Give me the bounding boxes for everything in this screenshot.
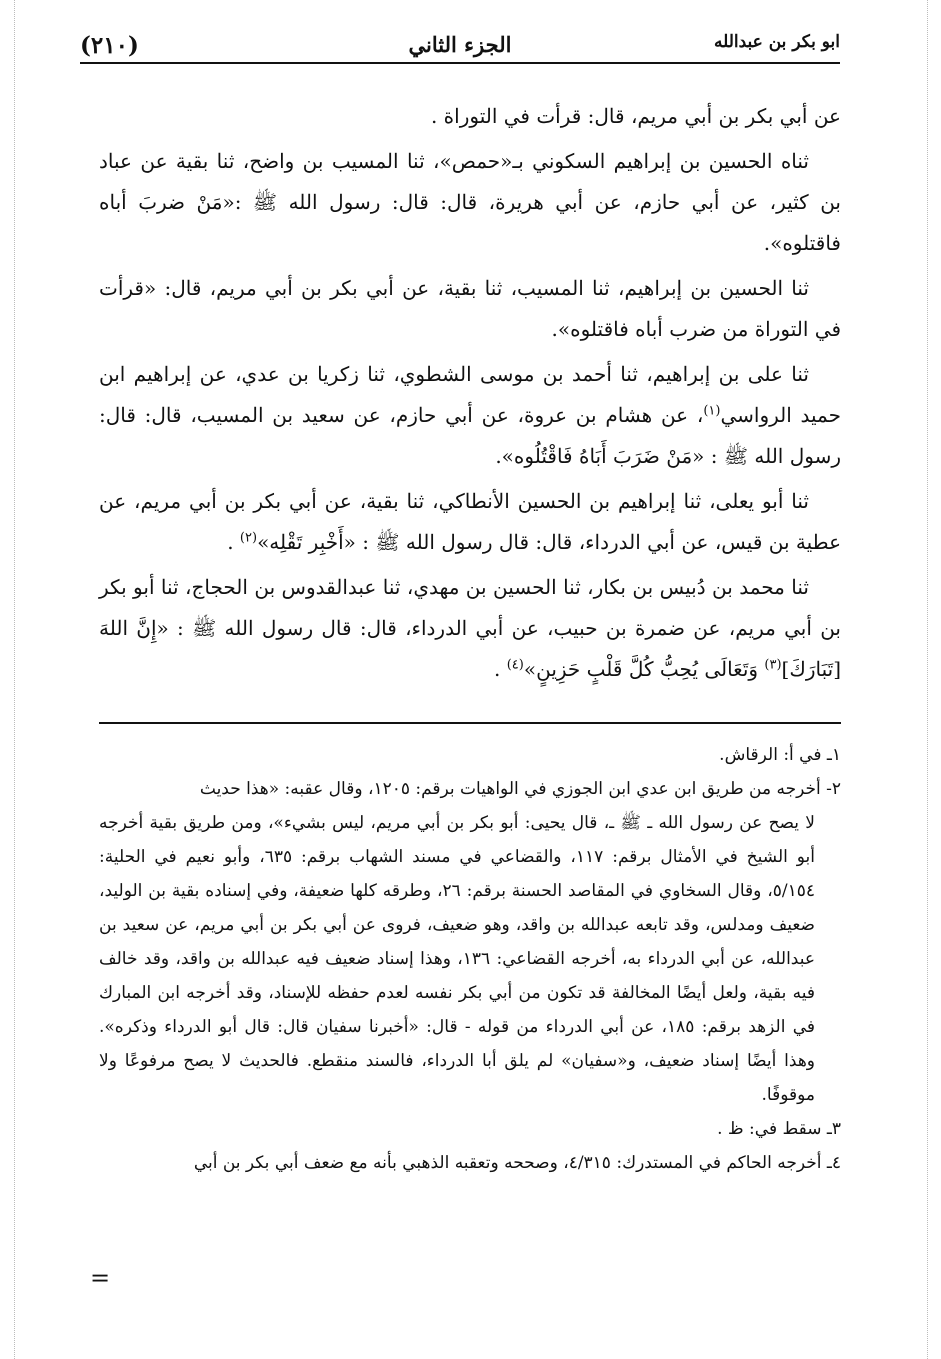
paragraph-text: ثنا أبو يعلى، ثنا إبراهيم بن الحسين الأنطاكي، ثنا بقية، عن أبي بكر بن أبي مريم، عن عطية بن قيس، عن أبي الدرداء، قال: قال رسول الله ﷺ : «أَخْبِر تَقْلِه» bbox=[99, 489, 841, 554]
footnote-separator bbox=[99, 722, 841, 724]
paragraph bbox=[99, 567, 841, 690]
paragraph-text: ثنا على بن إبراهيم، ثنا أحمد بن موسى الشطوي، ثنا زكريا بن عدي، عن إبراهيم ابن حميد الرواسي bbox=[99, 362, 841, 427]
paragraph-text: ، عن هشام بن عروة، عن أبي حازم، عن سعيد بن المسيب، قال: قال: رسول الله ﷺ : «مَنْ ضَرَبَ أَبَاهُ فَاقْتُلُوه». bbox=[99, 403, 841, 468]
footnote-mark: (٣) bbox=[764, 657, 782, 673]
continuation-mark: = bbox=[90, 1264, 111, 1292]
footnote-4: ٤ـ أخرجه الحاكم في المستدرك: ٤/٣١٥، وصححه وتعقبه الذهبي بأنه مع ضعف أبي بكر بن أبي bbox=[193, 1153, 841, 1173]
paragraph bbox=[99, 481, 841, 563]
footnote-mark: (٤) bbox=[506, 657, 524, 673]
paragraph: عن أبي بكر بن أبي مريم، قال: قرأت في التوراة . bbox=[430, 104, 841, 128]
running-head-author: ابو بكر بن عبدالله bbox=[713, 32, 840, 52]
footnotes bbox=[99, 738, 841, 1180]
paragraph-text: . bbox=[494, 657, 507, 681]
paragraph bbox=[99, 354, 841, 477]
paragraph-text: . bbox=[227, 530, 240, 554]
page-header bbox=[80, 28, 840, 64]
footnote-3: ٣ـ سقط في: ظ . bbox=[717, 1119, 841, 1139]
footnote-2: ٢- أخرجه من طريق ابن عدي ابن الجوزي في الواهيات برقم: ١٢٠٥، وقال عقبه: «هذا حديث bbox=[199, 779, 841, 799]
running-head-part: الجزء الثاني bbox=[408, 32, 512, 57]
footnote-2-continued: لا يصح عن رسول الله ـ ﷺ ـ، قال يحيى: أبو بكر بن أبي مريم، ليس بشيء»، ومن طريق بقية أخرجه أبو الشيخ في الأمثال برقم: ١١٧، والقضاعي في مسند الشهاب برقم: ٦٣٥، وأبو نعيم في الحلية: ٥/١٥٤، وقال السخاوي في المقاصد الحسنة برقم: ٢٦، وطرقه كلها ضعيفة، وفي إسناده بقية بن الوليد، ضعيف ومدلس، وقد تابعه عبدالله بن واقد، وهو ضعيف، فروى عن أبي بكر بن أبي مريم، عن سعيد بن عبدالله، عن أبي الدرداء به، أخرجه القضاعي: ١٣٦، وهذا إسناد ضعيف فيه عبدالله بن واقد، وقد خالف فيه بقية، ولعل أيضًا المخالفة قد تكون من أبي بكر نفسه لعدم حفظه للإسناد، وقد أخرجه ابن المبارك في الزهد برقم: ١٨٥، عن أبي الدرداء من قوله - قال: «أخبرنا سفيان قال: قال أبو الدرداء وذكره». وهذا أيضًا إسناد ضعيف، و«سفيان» لم يلق أبا الدرداء، فالسند منقطع. فالحديث لا يصح مرفوعًا ولا موقوفًا. bbox=[99, 813, 815, 1105]
footnote-mark: (٢) bbox=[239, 530, 258, 546]
footnote-1: ١ـ في أ: الرقاش. bbox=[719, 745, 841, 765]
paragraph: ثنا الحسين بن إبراهيم، ثنا المسيب، ثنا بقية، عن أبي بكر بن أبي مريم، قال: «قرأت في التوراة من ضرب أباه فاقتلوه». bbox=[99, 276, 841, 341]
paragraph-text: وَتَعَالَى يُحِبُّ كُلَّ قَلْبٍ حَزِينٍ» bbox=[523, 657, 765, 681]
paragraph: ثناه الحسين بن إبراهيم السكوني بـ«حمص»، ثنا المسيب بن واضح، ثنا بقية عن عباد بن كثير، عن أبي حازم، عن أبي هريرة، قال: قال: رسول الله ﷺ :«مَنْ ضربَ أباه فاقتلوه». bbox=[99, 149, 841, 255]
footnote-mark: (١) bbox=[703, 403, 721, 419]
paragraph-text: ثنا محمد بن دُبيس بن بكار، ثنا الحسين بن مهدي، ثنا عبدالقدوس بن الحجاج، ثنا أبو بكر بن أبي مريم، عن ضمرة بن حبيب، عن أبي الدرداء، قال: قال رسول الله ﷺ : «إِنَّ اللهَ [تَبَارَكَ] bbox=[99, 575, 841, 681]
page-number: (٢١٠) bbox=[80, 32, 139, 59]
main-text bbox=[99, 96, 841, 694]
